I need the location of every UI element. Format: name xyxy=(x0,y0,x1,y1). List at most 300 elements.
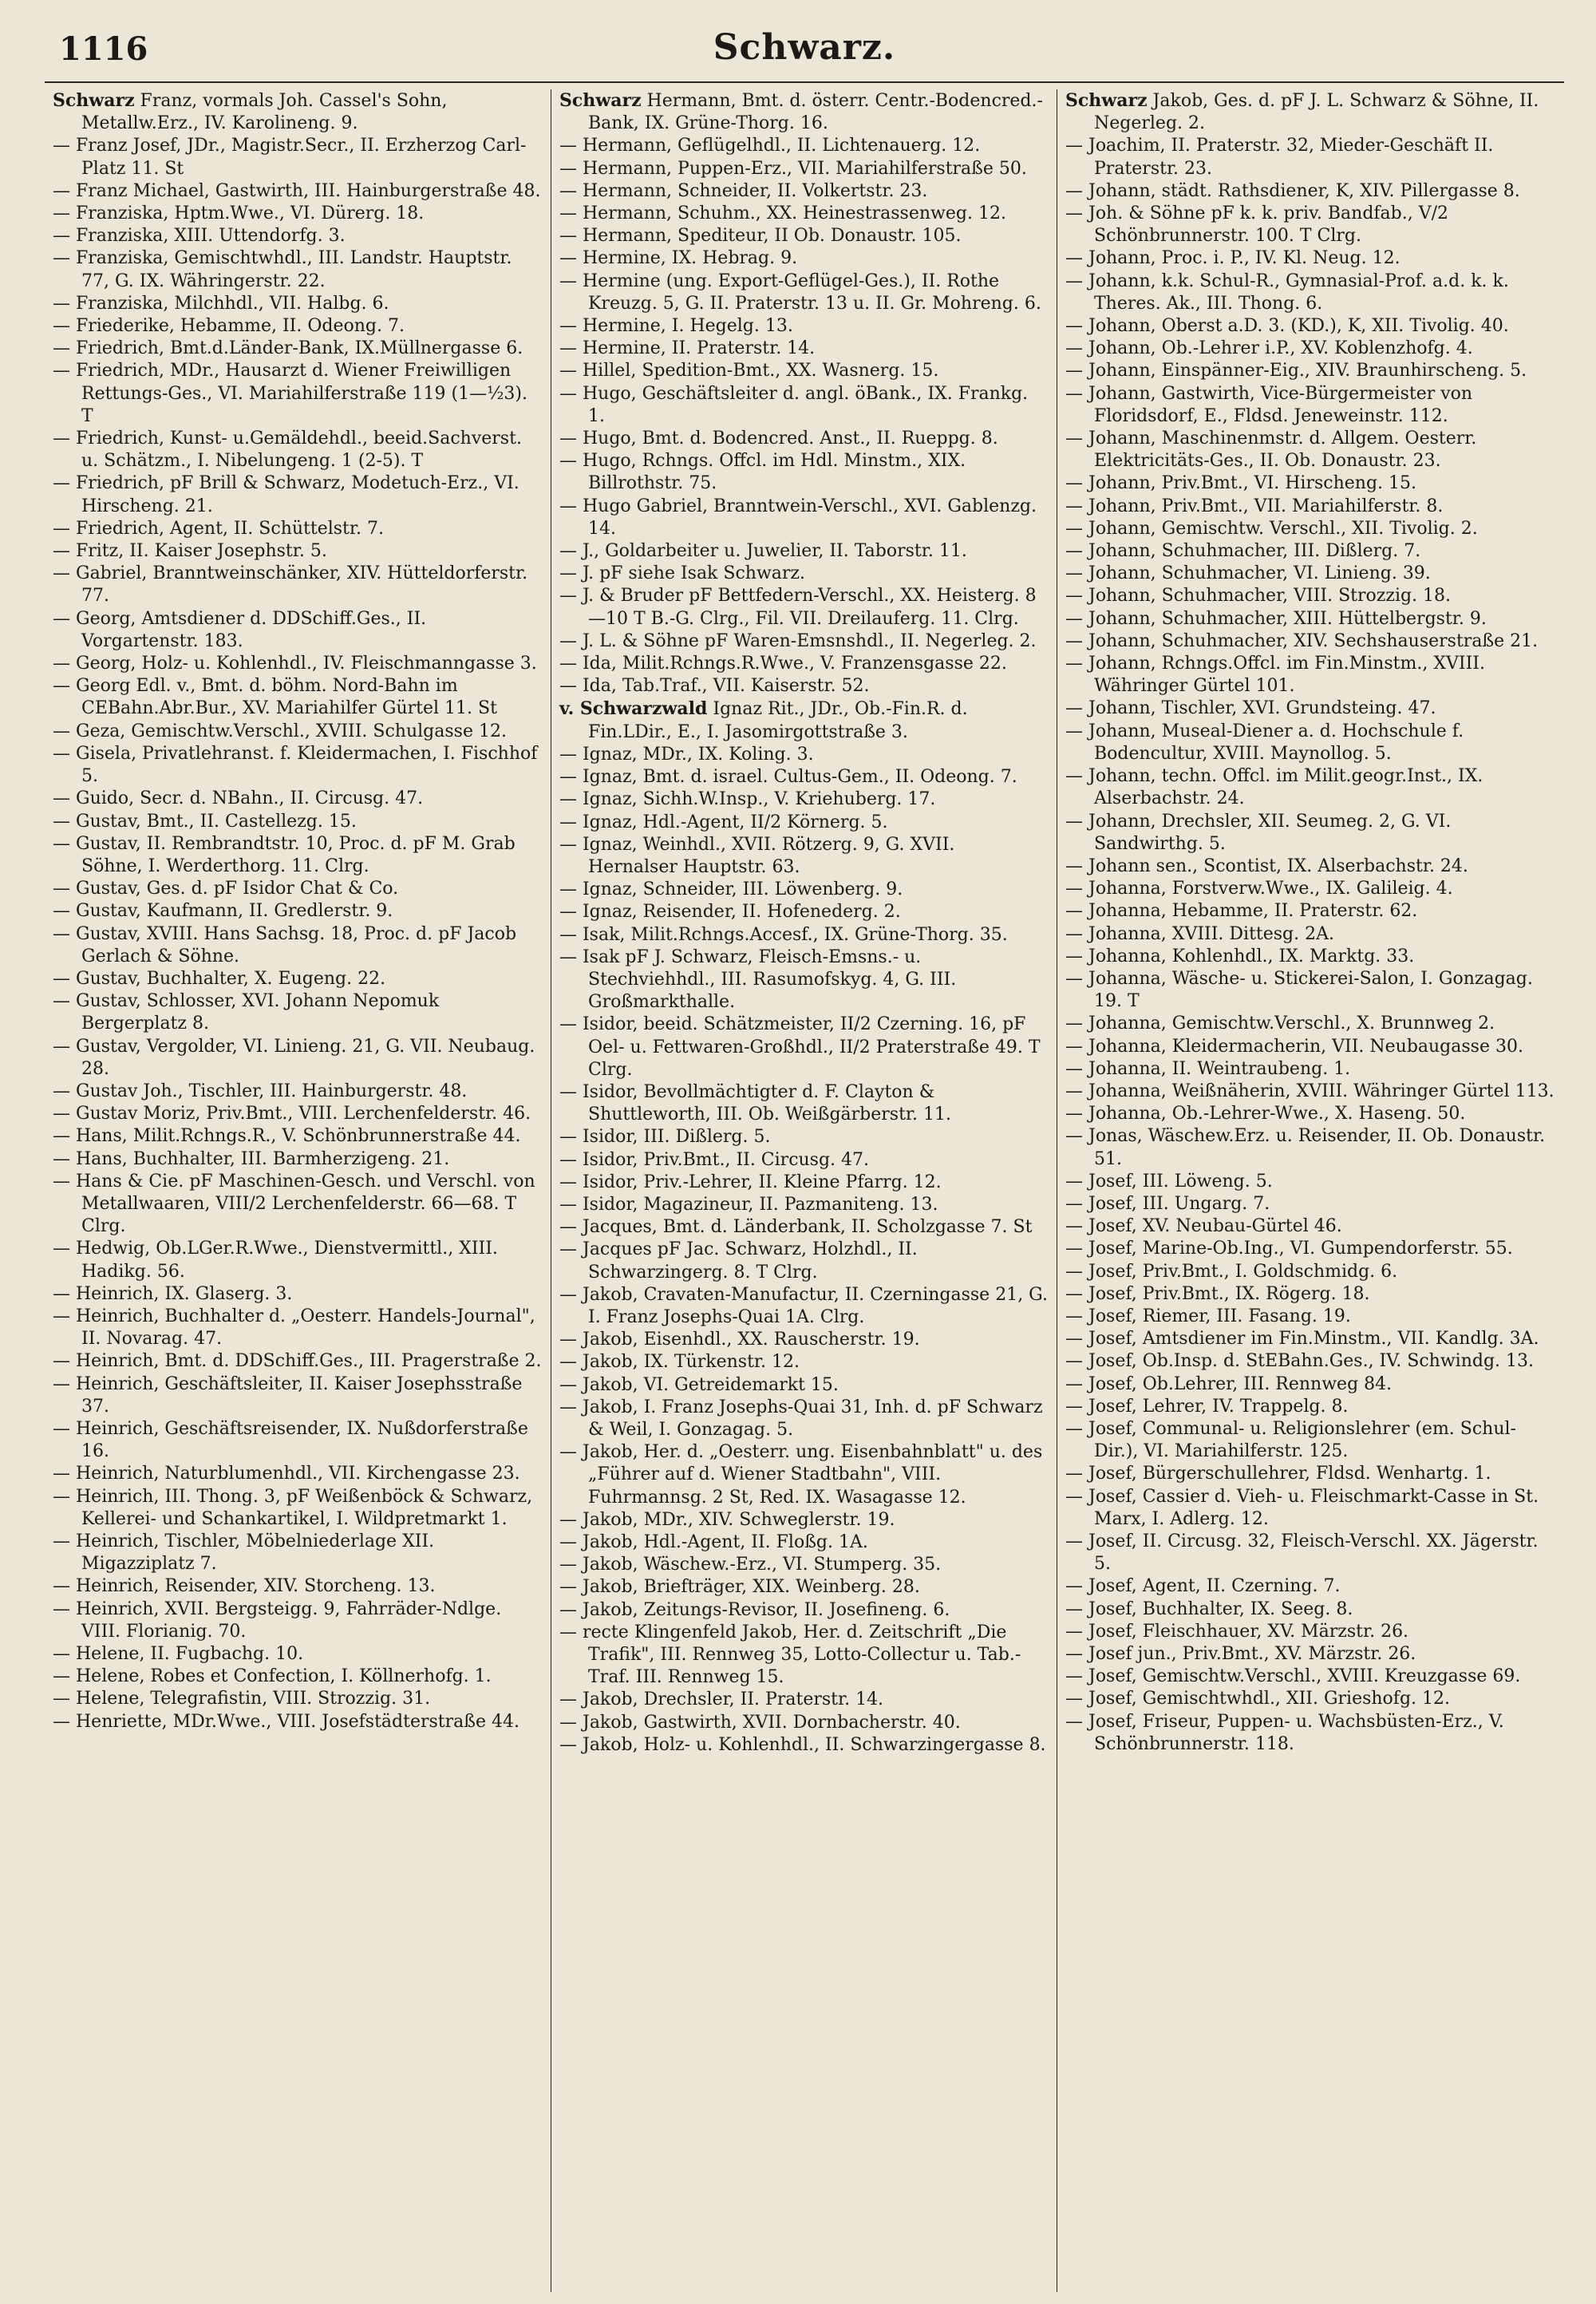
directory-entry xyxy=(53,518,543,540)
directory-entry xyxy=(53,1486,543,1531)
directory-entry xyxy=(1065,1666,1555,1688)
directory-entry xyxy=(1065,968,1555,1013)
directory-entry xyxy=(53,1306,543,1350)
entry-text: — Heinrich, IX. Glaserg. 3. xyxy=(53,1283,293,1304)
directory-entry xyxy=(1065,698,1555,720)
directory-entry xyxy=(559,247,1049,270)
entry-text: — Joachim, II. Praterstr. 32, Mieder-Geschäft II. Praterstr. 23. xyxy=(1065,136,1494,179)
directory-entry xyxy=(559,1194,1049,1216)
directory-entry xyxy=(53,1103,543,1125)
entry-text: — Isak, Milit.Rchngs.Accesf., IX. Grüne-Thorg. 35. xyxy=(559,924,1008,945)
entry-text: — Georg Edl. v., Bmt. d. böhm. Nord-Bahn im CEBahn.Abr.Bur., XV. Mariahilfer Gürtel 11. St xyxy=(53,676,497,719)
entry-text: — Johanna, Ob.-Lehrer-Wwe., X. Haseng. 50. xyxy=(1065,1104,1466,1124)
entry-text: — Johann, Einspänner-Eig., XIV. Braunhirscheng. 5. xyxy=(1065,361,1527,381)
entry-text: — Ignaz, Weinhdl., XVII. Rötzerg. 9, G. XVII. Hernalser Hauptstr. 63. xyxy=(559,834,955,877)
directory-entry xyxy=(559,158,1049,180)
directory-entry xyxy=(1065,1599,1555,1621)
directory-entry xyxy=(1065,1396,1555,1418)
directory-entry xyxy=(1065,1125,1555,1170)
entry-text: — Johann, Tischler, XVI. Grundsteing. 47. xyxy=(1065,698,1436,719)
directory-entry xyxy=(1065,89,1555,135)
entry-text: — Josef, Gemischtw.Verschl., XVIII. Kreuzgasse 69. xyxy=(1065,1666,1521,1687)
directory-entry xyxy=(1065,1575,1555,1598)
entry-text: — Johann, Schuhmacher, VI. Linieng. 39. xyxy=(1065,563,1431,584)
directory-entry xyxy=(1065,1643,1555,1666)
entry-text: — Josef, Fleischhauer, XV. Märzstr. 26. xyxy=(1065,1621,1409,1642)
directory-entry xyxy=(1065,338,1555,360)
directory-entry xyxy=(559,360,1049,382)
entry-text: — Jakob, VI. Getreidemarkt 15. xyxy=(559,1374,839,1395)
entry-text: — Jakob, MDr., XIV. Schweglerstr. 19. xyxy=(559,1509,895,1530)
entry-text: — Jakob, Holz- u. Kohlenhdl., II. Schwarzingergasse 8. xyxy=(559,1734,1046,1755)
directory-entry xyxy=(53,1463,543,1485)
entry-text: Jakob, Ges. d. pF J. L. Schwarz & Söhne, II. Negerleg. 2. xyxy=(1094,91,1539,134)
directory-entry xyxy=(559,225,1049,247)
entry-text: — Isidor, Priv.-Lehrer, II. Kleine Pfarrg. 12. xyxy=(559,1172,942,1192)
directory-entry xyxy=(53,1531,543,1575)
directory-entry xyxy=(1065,856,1555,878)
directory-entry xyxy=(53,1125,543,1148)
entry-text: — Josef, II. Circusg. 32, Fleisch-Verschl. XX. Jägerstr. 5. xyxy=(1065,1531,1539,1575)
directory-entry xyxy=(1065,1238,1555,1260)
directory-entry xyxy=(1065,203,1555,247)
directory-entry xyxy=(1065,1081,1555,1103)
directory-entry xyxy=(1065,563,1555,585)
directory-entry xyxy=(559,766,1049,788)
entry-text: — Josef, Ob.Insp. d. StEBahn.Ges., IV. Schwindg. 13. xyxy=(1065,1351,1535,1372)
directory-entry xyxy=(1065,923,1555,946)
directory-entry xyxy=(1065,1058,1555,1081)
directory-entry xyxy=(559,1351,1049,1373)
entry-text: — J. L. & Söhne pF Waren-Emsnshdl., II. Negerleg. 2. xyxy=(559,630,1037,651)
directory-entry xyxy=(53,428,543,472)
entry-text: — Gustav, Buchhalter, X. Eugeng. 22. xyxy=(53,968,386,989)
directory-entry xyxy=(1065,1283,1555,1306)
column-left xyxy=(45,89,551,2292)
entry-text: — Ida, Milit.Rchngs.R.Wwe., V. Franzensgasse 22. xyxy=(559,654,1007,674)
directory-entry xyxy=(559,496,1049,540)
entry-text: — Gisela, Privatlehranst. f. Kleidermachen, I. Fischhof 5. xyxy=(53,743,538,787)
directory-entry xyxy=(53,878,543,900)
entry-text: — Isak pF J. Schwarz, Fleisch-Emsns.- u. Stechviehhdl., III. Rasumofskyg. 4, G. III. Großmarkthalle. xyxy=(559,946,957,1013)
directory-entry xyxy=(1065,630,1555,653)
entry-text: — Helene, Robes et Confection, I. Köllnerhofg. 1. xyxy=(53,1666,492,1687)
entry-text: — Johann, Schuhmacher, III. Dißlerg. 7. xyxy=(1065,541,1421,562)
directory-entry xyxy=(53,472,543,517)
entry-text: — Johanna, Kleidermacherin, VII. Neubaugasse 30. xyxy=(1065,1036,1523,1057)
directory-entry xyxy=(559,135,1049,157)
entry-text: — Ignaz, Sichh.W.Insp., V. Kriehuberg. 17. xyxy=(559,789,936,810)
entry-text: — Josef, Buchhalter, IX. Seeg. 8. xyxy=(1065,1599,1353,1619)
entry-text: — Fritz, II. Kaiser Josephstr. 5. xyxy=(53,541,327,562)
entry-text: — Johann, Priv.Bmt., VII. Mariahilferstr. 8. xyxy=(1065,496,1444,516)
entry-text: — Johanna, Forstverw.Wwe., IX. Galileig. 4. xyxy=(1065,879,1453,899)
directory-entry xyxy=(1065,1193,1555,1215)
entry-text: — Helene, Telegrafistin, VIII. Strozzig. 31. xyxy=(53,1689,431,1709)
directory-entry xyxy=(53,338,543,360)
directory-entry xyxy=(1065,1418,1555,1463)
entry-text: — Gustav, II. Rembrandtstr. 10, Proc. d. pF M. Grab Söhne, I. Werderthorg. 11. Clrg. xyxy=(53,833,516,876)
entry-text: — Heinrich, Geschäftsleiter, II. Kaiser Josephsstraße 37. xyxy=(53,1373,523,1417)
entry-text: — Friedrich, MDr., Hausarzt d. Wiener Freiwilligen Rettungs-Ges., VI. Mariahilferstraße 119 (1—½3). T xyxy=(53,361,528,426)
directory-entry xyxy=(1065,1328,1555,1350)
entry-text: — Ignaz, Hdl.-Agent, II/2 Körnerg. 5. xyxy=(559,812,888,832)
entry-text: — Heinrich, Bmt. d. DDSchiff.Ges., III. Pragerstraße 2. xyxy=(53,1351,542,1372)
entry-text: — Friedrich, Agent, II. Schüttelstr. 7. xyxy=(53,518,384,539)
directory-entry xyxy=(53,675,543,720)
entry-text: — Johann, Priv.Bmt., VI. Hirscheng. 15. xyxy=(1065,473,1417,494)
entry-text: — Josef, Priv.Bmt., IX. Rögerg. 18. xyxy=(1065,1283,1370,1304)
entry-text: — Johann, techn. Offcl. im Milit.geogr.Inst., IX. Alserbachstr. 24. xyxy=(1065,766,1483,809)
directory-entry xyxy=(53,360,543,428)
directory-entry xyxy=(53,608,543,653)
column-middle xyxy=(551,89,1057,2292)
directory-entry xyxy=(559,901,1049,923)
entry-text: — Heinrich, Buchhalter d. „Oesterr. Handels-Journal", II. Novarag. 47. xyxy=(53,1306,535,1350)
entry-text: — Josef, Cassier d. Vieh- u. Fleischmarkt-Casse in St. Marx, I. Adlerg. 12. xyxy=(1065,1486,1539,1529)
entry-text: — Heinrich, XVII. Bergsteigg. 9, Fahrräder-Ndlge. VIII. Florianig. 70. xyxy=(53,1599,502,1642)
directory-entry xyxy=(53,1238,543,1282)
entry-text: — Gustav Moriz, Priv.Bmt., VIII. Lerchenfelderstr. 46. xyxy=(53,1104,531,1124)
entry-text: — Johanna, XVIII. Dittesg. 2A. xyxy=(1065,923,1335,944)
directory-entry xyxy=(53,743,543,788)
directory-entry xyxy=(1065,1215,1555,1238)
directory-entry xyxy=(559,1329,1049,1351)
entry-text: — Johanna, Weißnäherin, XVIII. Währinger Gürtel 113. xyxy=(1065,1081,1555,1101)
directory-entry xyxy=(1065,496,1555,518)
directory-entry xyxy=(53,1599,543,1643)
directory-entry xyxy=(53,721,543,743)
entry-text: — Josef, Gemischtwhdl., XII. Grieshofg. 12. xyxy=(1065,1689,1451,1709)
entry-text: — Ignaz, Reisender, II. Hofenederg. 2. xyxy=(559,902,901,923)
directory-entry xyxy=(53,1575,543,1598)
directory-entry xyxy=(559,1576,1049,1599)
entry-text: — Josef, III. Ungarg. 7. xyxy=(1065,1193,1270,1214)
directory-entry xyxy=(559,1014,1049,1081)
directory-entry xyxy=(559,1374,1049,1397)
entry-text: — Josef, Bürgerschullehrer, Fldsd. Wenhartg. 1. xyxy=(1065,1464,1491,1484)
directory-entry xyxy=(559,1149,1049,1172)
directory-entry xyxy=(559,1216,1049,1239)
entry-text: — Jakob, Hdl.-Agent, II. Floßg. 1A. xyxy=(559,1532,868,1552)
directory-entry xyxy=(53,293,543,315)
entry-text: — Franziska, Gemischtwhdl., III. Landstr. Hauptstr. 77, G. IX. Währingerstr. 22. xyxy=(53,248,512,291)
entry-text: — Josef, Amtsdiener im Fin.Minstm., VII. Kandlg. 3A. xyxy=(1065,1329,1539,1350)
page-number: 1116 xyxy=(59,30,148,68)
directory-entry xyxy=(559,653,1049,675)
entry-text: — Gustav, Schlosser, XVI. Johann Nepomuk Bergerplatz 8. xyxy=(53,991,440,1034)
entry-text: — Heinrich, Geschäftsreisender, IX. Nußdorferstraße 16. xyxy=(53,1418,528,1462)
entry-text: — Hans, Milit.Rchngs.R., V. Schönbrunnerstraße 44. xyxy=(53,1126,521,1147)
directory-entry xyxy=(53,653,543,675)
entry-text: — Hedwig, Ob.LGer.R.Wwe., Dienstvermittl., XIII. Hadikg. 56. xyxy=(53,1239,498,1282)
entry-text: — Josef, Communal- u. Religionslehrer (em. Schul-Dir.), VI. Mariahilferstr. 125. xyxy=(1065,1418,1516,1462)
directory-entry xyxy=(559,383,1049,428)
directory-entry xyxy=(559,946,1049,1014)
entry-text: — Johann, Maschinenmstr. d. Allgem. Oesterr. Elektricitäts-Ges., II. Ob. Donaustr. 23. xyxy=(1065,429,1477,472)
entry-text: — Josef, Priv.Bmt., I. Goldschmidg. 6. xyxy=(1065,1261,1398,1282)
directory-entry xyxy=(559,1284,1049,1329)
entry-text: — Hans, Buchhalter, III. Barmherzigeng. 21. xyxy=(53,1148,450,1169)
directory-entry xyxy=(559,1509,1049,1531)
entry-text: — Hermine, II. Praterstr. 14. xyxy=(559,338,816,359)
directory-entry xyxy=(559,1531,1049,1554)
directory-entry xyxy=(53,1350,543,1373)
directory-entry xyxy=(53,1666,543,1688)
entry-text: — Henriette, MDr.Wwe., VIII. Josefstädterstraße 44. xyxy=(53,1711,519,1732)
entry-text: — J., Goldarbeiter u. Juwelier, II. Taborstr. 11. xyxy=(559,541,967,562)
entry-text: — Johann, Drechsler, XII. Seumeg. 2, G. VI. Sandwirthg. 5. xyxy=(1065,811,1452,854)
entry-text: — Hermann, Schneider, II. Volkertstr. 23. xyxy=(559,180,928,201)
entry-text: — Gustav, Ges. d. pF Isidor Chat & Co. xyxy=(53,879,399,899)
entry-text: — Hugo, Bmt. d. Bodencred. Anst., II. Rueppg. 8. xyxy=(559,429,998,449)
directory-entry xyxy=(1065,721,1555,765)
directory-entry xyxy=(53,1148,543,1171)
directory-entry xyxy=(559,1397,1049,1441)
entry-text: — Friedrich, Kunst- u.Gemäldehdl., beeid.Sachverst. u. Schätzm., I. Nibelungeng. 1 (2-5). T xyxy=(53,429,522,472)
entry-text: — Franziska, XIII. Uttendorfg. 3. xyxy=(53,226,346,247)
entry-text: Ignaz Rit., JDr., Ob.-Fin.R. d. Fin.LDir., E., I. Jasomirgottstraße 3. xyxy=(588,699,968,742)
entry-text: — J. pF siehe Isak Schwarz. xyxy=(559,563,805,584)
entry-text: — Ignaz, Schneider, III. Löwenberg. 9. xyxy=(559,879,903,900)
entry-text: — Joh. & Söhne pF k. k. priv. Bandfab., V/2 Schönbrunnerstr. 100. T Clrg. xyxy=(1065,204,1449,247)
running-head: Schwarz. xyxy=(713,27,896,68)
entry-text: — Georg, Amtsdiener d. DDSchiff.Ges., II. Vorgartenstr. 183. xyxy=(53,608,427,651)
entry-text: — Johann, Ob.-Lehrer i.P., XV. Koblenzhofg. 4. xyxy=(1065,338,1473,359)
entry-text: — Helene, II. Fugbachg. 10. xyxy=(53,1644,304,1665)
directory-entry xyxy=(559,563,1049,585)
directory-entry xyxy=(559,834,1049,879)
entry-text: — Josef, Friseur, Puppen- u. Wachsbüsten-Erz., V. Schönbrunnerstr. 118. xyxy=(1065,1711,1504,1754)
entry-text: — Hermann, Schuhm., XX. Heinestrassenweg. 12. xyxy=(559,204,1006,224)
directory-entry xyxy=(53,1283,543,1306)
directory-entry xyxy=(53,1643,543,1666)
directory-entry xyxy=(1065,540,1555,563)
directory-entry xyxy=(1065,1036,1555,1058)
directory-entry xyxy=(559,1239,1049,1283)
entry-text: — Gustav, Vergolder, VI. Linieng. 21, G. VII. Neubaug. 28. xyxy=(53,1036,535,1079)
entry-text: — Heinrich, III. Thong. 3, pF Weißenböck & Schwarz, Kellerei- und Schankartikel, I. Wildpretmarkt 1. xyxy=(53,1486,533,1529)
entry-text: — Hillel, Spedition-Bmt., XX. Wasnerg. 15. xyxy=(559,361,939,381)
directory-entry xyxy=(559,315,1049,338)
directory-columns xyxy=(45,89,1564,2292)
entry-text: — Friedrich, Bmt.d.Länder-Bank, IX.Müllnergasse 6. xyxy=(53,338,523,359)
entry-text: — Heinrich, Reisender, XIV. Storcheng. 13. xyxy=(53,1576,436,1597)
directory-entry xyxy=(559,89,1049,135)
entry-text: — Johann, Schuhmacher, XIII. Hüttelbergstr. 9. xyxy=(1065,608,1487,629)
directory-entry xyxy=(1065,1306,1555,1328)
directory-entry xyxy=(1065,247,1555,270)
directory-entry xyxy=(559,1126,1049,1148)
directory-entry xyxy=(53,968,543,990)
entry-text: — Gustav, Kaufmann, II. Gredlerstr. 9. xyxy=(53,901,393,922)
entry-text: — Johann, Gastwirth, Vice-Bürgermeister von Floridsdorf, E., Fldsd. Jeneweinstr. 112. xyxy=(1065,383,1473,426)
directory-entry xyxy=(559,1081,1049,1126)
entry-text: — Isidor, III. Dißlerg. 5. xyxy=(559,1127,771,1148)
entry-text: — Johanna, Wäsche- u. Stickerei-Salon, I. Gonzagag. 19. T xyxy=(1065,968,1533,1012)
directory-entry xyxy=(53,1081,543,1103)
entry-text: — Jakob, Her. d. „Oesterr. ung. Eisenbahnblatt" u. des „Führer auf d. Wiener Stadtbahn", VIII. Fuhrmannsg. 2 St, Red. IX. Wasagasse 12. xyxy=(559,1442,1043,1508)
directory-entry xyxy=(1065,428,1555,472)
entry-text: — Hermine, IX. Hebrag. 9. xyxy=(559,248,798,269)
directory-entry xyxy=(53,225,543,247)
directory-entry xyxy=(1065,878,1555,900)
entry-text: — Johann, Gemischtw. Verschl., XII. Tivolig. 2. xyxy=(1065,518,1478,539)
directory-entry xyxy=(559,1172,1049,1194)
directory-entry xyxy=(559,1689,1049,1711)
entry-text: — Gustav Joh., Tischler, III. Hainburgerstr. 48. xyxy=(53,1081,468,1101)
directory-entry xyxy=(1065,811,1555,856)
entry-text: — recte Klingenfeld Jakob, Her. d. Zeitschrift „Die Trafik", III. Rennweg 35, Lotto-Collectur u. Tab.-Traf. III. Rennweg 15. xyxy=(559,1622,1021,1688)
directory-entry xyxy=(1065,765,1555,810)
directory-entry xyxy=(1065,1711,1555,1756)
entry-text: — Jakob, Gastwirth, XVII. Dornbacherstr. 40. xyxy=(559,1712,961,1733)
entry-text: — Gabriel, Branntweinschänker, XIV. Hütteldorferstr. 77. xyxy=(53,563,528,607)
directory-entry xyxy=(1065,1688,1555,1710)
entry-text: — Franziska, Milchhdl., VII. Halbg. 6. xyxy=(53,293,389,314)
entry-text: — Johann sen., Scontist, IX. Alserbachstr. 24. xyxy=(1065,856,1468,876)
entry-text: — Heinrich, Tischler, Möbelniederlage XII. Migazziplatz 7. xyxy=(53,1531,435,1575)
directory-entry xyxy=(559,924,1049,946)
entry-text: — Hermann, Geflügelhdl., II. Lichtenauerg. 12. xyxy=(559,136,981,156)
directory-entry xyxy=(53,315,543,338)
entry-text: — Isidor, Priv.Bmt., II. Circusg. 47. xyxy=(559,1149,870,1170)
directory-entry xyxy=(559,812,1049,834)
entry-text: — Jonas, Wäschew.Erz. u. Reisender, II. Ob. Donaustr. 51. xyxy=(1065,1126,1546,1169)
directory-entry xyxy=(559,879,1049,901)
directory-entry xyxy=(559,698,1049,743)
directory-entry xyxy=(1065,1013,1555,1035)
entry-text: — Jakob, Wäschew.-Erz., VI. Stumperg. 35. xyxy=(559,1555,942,1575)
directory-entry xyxy=(559,1599,1049,1622)
entry-text: Hermann, Bmt. d. österr. Centr.-Bodencred.-Bank, IX. Grüne-Thorg. 16. xyxy=(588,91,1043,134)
entry-text: — Ignaz, Bmt. d. israel. Cultus-Gem., II. Odeong. 7. xyxy=(559,767,1017,788)
entry-text: — Geza, Gemischtw.Verschl., XVIII. Schulgasse 12. xyxy=(53,721,507,741)
entry-surname: Schwarz xyxy=(1065,90,1148,111)
entry-text: — Johann, Proc. i. P., IV. Kl. Neug. 12. xyxy=(1065,248,1400,269)
entry-text: — Isidor, beeid. Schätzmeister, II/2 Czerning. 16, pF Oel- u. Fettwaren-Großhdl., II/2 Praterstraße 49. T Clrg. xyxy=(559,1014,1041,1080)
directory-entry xyxy=(559,1622,1049,1689)
entry-text: — Josef, III. Löweng. 5. xyxy=(1065,1171,1273,1192)
directory-entry xyxy=(53,1036,543,1081)
entry-text: — Georg, Holz- u. Kohlenhdl., IV. Fleischmanngasse 3. xyxy=(53,654,537,674)
entry-surname: v. Schwarzwald xyxy=(559,698,708,720)
entry-text: — Johanna, Kohlenhdl., IX. Marktg. 33. xyxy=(1065,946,1415,966)
entry-text: — Johann, k.k. Schul-R., Gymnasial-Prof. a.d. k. k. Theres. Ak., III. Thong. 6. xyxy=(1065,271,1509,314)
directory-entry xyxy=(559,630,1049,653)
directory-entry xyxy=(1065,900,1555,923)
entry-text: — Ignaz, MDr., IX. Koling. 3. xyxy=(559,744,814,765)
entry-text: — Johanna, Gemischtw.Verschl., X. Brunnweg 2. xyxy=(1065,1014,1495,1034)
directory-entry xyxy=(559,675,1049,698)
entry-text: — Hermine (ung. Export-Geflügel-Ges.), II. Rothe Kreuzg. 5, G. II. Praterstr. 13 u. II. Gr. Mohreng. 6. xyxy=(559,271,1041,314)
directory-entry xyxy=(559,450,1049,495)
entry-text: — Johann, Oberst a.D. 3. (KD.), K, XII. Tivolig. 40. xyxy=(1065,316,1509,337)
directory-entry xyxy=(53,540,543,563)
entry-text: — Johann, Rchngs.Offcl. im Fin.Minstm., XVIII. Währinger Gürtel 101. xyxy=(1065,654,1485,697)
directory-entry xyxy=(1065,180,1555,203)
directory-entry xyxy=(1065,360,1555,382)
entry-text: — Jakob, IX. Türkenstr. 12. xyxy=(559,1352,800,1373)
directory-entry xyxy=(559,1554,1049,1576)
entry-text: — Jakob, Eisenhdl., XX. Rauscherstr. 19. xyxy=(559,1330,920,1350)
directory-entry xyxy=(559,203,1049,225)
entry-text: — Gustav, XVIII. Hans Sachsg. 18, Proc. d. pF Jacob Gerlach & Söhne. xyxy=(53,923,517,966)
entry-text: — Heinrich, Naturblumenhdl., VII. Kirchengasse 23. xyxy=(53,1464,520,1484)
directory-entry xyxy=(53,247,543,292)
entry-text: — Johann, städt. Rathsdiener, K, XIV. Pillergasse 8. xyxy=(1065,180,1520,201)
entry-text: Franz, vormals Joh. Cassel's Sohn, Metallw.Erz., IV. Karolineng. 9. xyxy=(81,91,448,134)
directory-entry xyxy=(559,1441,1049,1509)
entry-text: — Hermine, I. Hegelg. 13. xyxy=(559,316,793,337)
directory-entry xyxy=(1065,1103,1555,1125)
directory-entry xyxy=(1065,1350,1555,1373)
directory-entry xyxy=(53,135,543,180)
directory-entry xyxy=(1065,1171,1555,1193)
entry-text: — Josef, Agent, II. Czerning. 7. xyxy=(1065,1576,1341,1597)
entry-text: — Friederike, Hebamme, II. Odeong. 7. xyxy=(53,316,405,337)
entry-text: — Jakob, Zeitungs-Revisor, II. Josefineng. 6. xyxy=(559,1599,950,1620)
directory-entry xyxy=(53,811,543,833)
directory-entry xyxy=(53,900,543,923)
directory-entry xyxy=(1065,1463,1555,1485)
directory-entry xyxy=(1065,653,1555,698)
entry-text: — Johanna, Hebamme, II. Praterstr. 62. xyxy=(1065,901,1418,922)
entry-text: — Jakob, Briefträger, XIX. Weinberg. 28. xyxy=(559,1577,920,1598)
entry-text: — Hugo, Geschäftsleiter d. angl. öBank., IX. Frankg. 1. xyxy=(559,383,1029,426)
entry-text: — Gustav, Bmt., II. Castellezg. 15. xyxy=(53,811,357,832)
directory-entry xyxy=(53,923,543,968)
directory-entry xyxy=(1065,518,1555,540)
entry-text: — Franz Josef, JDr., Magistr.Secr., II. Erzherzog Carl-Platz 11. St xyxy=(53,136,527,179)
entry-text: — Johanna, II. Weintraubeng. 1. xyxy=(1065,1058,1351,1079)
directory-entry xyxy=(1065,383,1555,428)
directory-entry xyxy=(53,1688,543,1710)
directory-entry xyxy=(1065,1531,1555,1575)
directory-entry xyxy=(559,1712,1049,1734)
entry-text: — Isidor, Magazineur, II. Pazmaniteng. 13. xyxy=(559,1194,938,1215)
entry-text: — Hermann, Puppen-Erz., VII. Mariahilferstraße 50. xyxy=(559,158,1027,179)
entry-text: — Josef, Riemer, III. Fasang. 19. xyxy=(1065,1306,1351,1326)
directory-entry xyxy=(1065,1486,1555,1531)
entry-text: — Josef, Marine-Ob.Ing., VI. Gumpendorferstr. 55. xyxy=(1065,1239,1513,1259)
directory-entry xyxy=(559,271,1049,315)
directory-entry xyxy=(53,1418,543,1463)
entry-surname: Schwarz xyxy=(53,90,135,111)
directory-entry xyxy=(53,1171,543,1239)
directory-entry xyxy=(1065,1621,1555,1643)
directory-entry xyxy=(1065,472,1555,495)
entry-text: — Josef, Ob.Lehrer, III. Rennweg 84. xyxy=(1065,1373,1393,1394)
directory-entry xyxy=(53,203,543,225)
entry-text: — Franziska, Hptm.Wwe., VI. Dürerg. 18. xyxy=(53,204,425,224)
directory-entry xyxy=(559,1734,1049,1757)
directory-entry xyxy=(559,788,1049,811)
directory-entry xyxy=(1065,946,1555,968)
column-right xyxy=(1057,89,1562,2292)
directory-entry xyxy=(559,428,1049,450)
entry-text: — Hermann, Spediteur, II Ob. Donaustr. 105. xyxy=(559,226,962,247)
directory-entry xyxy=(1065,1373,1555,1396)
entry-text: — Josef, XV. Neubau-Gürtel 46. xyxy=(1065,1216,1342,1237)
entry-text: — Josef, Lehrer, IV. Trappelg. 8. xyxy=(1065,1396,1349,1417)
directory-entry xyxy=(1065,608,1555,630)
entry-text: — Jakob, Cravaten-Manufactur, II. Czerningasse 21, G. I. Franz Josephs-Quai 1A. Clrg. xyxy=(559,1284,1048,1327)
directory-entry xyxy=(53,990,543,1035)
directory-entry xyxy=(53,1373,543,1418)
directory-entry xyxy=(53,180,543,203)
directory-entry xyxy=(559,540,1049,563)
